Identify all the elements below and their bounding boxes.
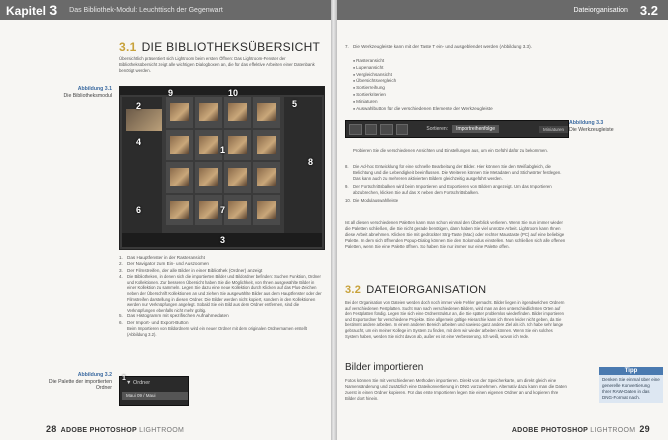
right-page <box>337 0 668 440</box>
bullet-item: ■ Auswahlbutton für die verschiedenen Elemente der Werkzeugleiste <box>353 106 563 113</box>
section-header-num: 3.2 <box>639 2 658 18</box>
items-8-10 <box>345 164 565 204</box>
thumbnails-dropdown[interactable]: Miniaturen <box>539 126 568 133</box>
paragraph-import: Fotos können Sie mit verschiedenen Methoden importieren. Direkt von der Speicherkarte, um direkt gleich eine Namensänderung und zusätzlich eine Dateikonvertierung in DNG vorzunehmen. Alternativ dazu kann man die Daten zuerst in einen Ordner kopieren. Für das erste Importieren legen Sie einen eigenen Ordner an und kopieren Ihre Bilder dort hinein. <box>345 378 567 401</box>
list-item: 5. Das Histogramm mit spezifischen Aufnahmedaten <box>119 313 229 319</box>
marker-6: 6 <box>136 205 142 215</box>
right-panel <box>284 97 322 239</box>
list-item: 4. Die Bibliotheken, in denen sich die importierten Bilder und Bildordner befinden: Suchen Funktion, Ordner und Kollektionen. Zur besseren Übersicht haben Sie die Möglichkeit, von Ihnen ausgewählte Bilder in einer Kollektion zu sammeln. Legen Sie dazu eine neue Kollektion durch Klicken auf das Plus-Zeichen neben der Überschrift Kollektionen an und ziehen Sie ausgewählte Bilder aus dem Hauptfenster oder der Filmstreifen darstellung in diesen Ordner. Die Bilder werden nicht kopiert, sondern in den Kollektionen werden nur Verknüpfungen angelegt. Sobald Sie ein Bild aus dem Ordner entfernen, sind die Verknüpfungen ebenfalls nicht mehr gültig. <box>119 274 322 313</box>
module-bar <box>120 87 324 95</box>
loupe-view-icon[interactable] <box>365 124 378 135</box>
left-page <box>0 0 331 440</box>
item-7: 7. Die Werkzeugleiste kann mit der Taste T ein- und ausgeblendet werden (Abbildung 3.3). <box>345 44 532 49</box>
marker-10: 10 <box>228 88 239 98</box>
figure-caption-3-2: Abbildung 3.2 Die Palette der importierten Ordner <box>48 372 112 391</box>
sort-label: Sortieren: <box>426 126 449 132</box>
list-item: 9. Der Fortschrittsbalken wird beim Importieren und Exportieren von Bildern angezeigt. Um das Importieren abzubrechen, klicken Sie auf das X neben dem Fortschrittsbalken. <box>345 184 552 195</box>
grid-view-icon[interactable] <box>349 124 362 135</box>
bullet-item: ■ Sortierkriterien <box>353 92 563 99</box>
tip-title: Tipp <box>599 367 663 375</box>
section-header-title: Dateiorganisation <box>573 6 628 14</box>
folder-panel <box>119 376 189 406</box>
paragraph-organisation: Bei der Organisation von Dateien werden doch noch immer viele Fehler gemacht. Bilder liegen in irgendwelchen Ordnern auf verschiedenen Festplatten. Sucht man nach verschiedenen Bildern, wird man an den unterschiedlichsten Orten auf den Festplatten fündig. Legen Sie sich eine Ordnerstruktur an, die Sie später problemlos wiederfinden. Bilder importieren und Exportordner für verschiedene Projekte. Eine allgemein gültige Hierarchie kann ich Ihnen leider nicht geben, da Sie bestimmt andere arbeiten. In einem anderen Bereich arbeiten und sowieso ganz andere Ziel als ich. Ich habe sehr lange gebraucht, um ein meiner Kollege im System zu finden, mit dem wir wieder arbeiten können. Wenn Sie ein solches System haben, werden Sie nicht davon ab, außer es ist eine Verbesserung. Ich weiß, wovon ich rede. <box>345 300 565 339</box>
bullet-item: ■ Rasteransicht <box>353 58 563 65</box>
marker-3: 3 <box>220 235 226 245</box>
sort-select[interactable]: Importreihenfolge <box>452 125 499 133</box>
subsection-heading: Bilder importieren <box>345 362 424 373</box>
paragraph-try: Probieren Sie die verschiedenen Ansichten und Einstellungen aus, um ein Gefühl dafür zu bekommen. <box>353 148 548 153</box>
list-item: 10. Die Modulauswahlleiste <box>345 198 399 203</box>
bullet-item: ■ Sortierreihung <box>353 85 563 92</box>
lightroom-screenshot <box>119 86 325 250</box>
toolbar-bullets <box>353 58 563 112</box>
navigator-preview <box>126 109 162 131</box>
bullet-item: ■ Vergleichsansicht <box>353 72 563 79</box>
chapter-header <box>0 0 331 20</box>
left-footer: 28 ADOBE PHOTOSHOP LIGHTROOM <box>46 424 185 434</box>
folder-panel-title: ▼ Ordner <box>126 380 151 386</box>
list-item: 1. Das Hauptfenster in der Rasteransicht <box>119 255 205 260</box>
tip-text: Denken Sie einmal über eine generelle Konvertierung Ihrer RAW-Daten in das DNG-Format nach. <box>599 375 663 403</box>
bullet-item: ■ Miniaturen <box>353 99 563 106</box>
marker-2: 2 <box>136 101 142 111</box>
left-panel <box>122 97 162 239</box>
marker-9: 9 <box>168 88 174 98</box>
marker-1: 1 <box>122 375 126 382</box>
survey-view-icon[interactable] <box>396 124 409 135</box>
bullet-item: ■ Lupenansicht <box>353 65 563 72</box>
toolbar-screenshot <box>345 120 569 138</box>
marker-7: 7 <box>220 205 226 215</box>
bullet-item: ■ Übersichtsvergleich <box>353 78 563 85</box>
list-item: Beim Importieren von Bildordnern wird ein neuer Ordner mit dem originalen Ordnernamen erstellt (Abbildung 3.2). <box>127 326 307 337</box>
chapter-subtitle: Das Bibliothek-Modul: Leuchttisch der Gegenwart <box>69 6 223 14</box>
chapter-label: Kapitel 3 <box>6 2 58 18</box>
section-header <box>337 0 668 20</box>
compare-view-icon[interactable] <box>380 124 393 135</box>
paragraph-palettes: Ist all diesen verschiedenen Paletten kann man schon einmal den Überblick verlieren. Wenn Sie nun immer wieder die Paletten schließen, die Sie nicht gerade benötigen, dann haben Sie viel unnütze Arbeit. Lightroom kann Ihnen diese Arbeit abnehmen. Klicken Sie mit gedrückter Strg-Taste (Mac) oder rechter Maustaste (PC) auf eine beliebige Palette. In dem sich öffnenden Popup-Dialog können Sie den Solomodus einstellen. Nun schließen sich alle offenen Paletten, wenn Sie eine Palette öffnen. So haben Sie nur immer nur eine Palette offen. <box>345 220 566 249</box>
section-heading-3-2: 3.2 DATEIORGANISATION <box>345 284 487 296</box>
marker-5: 5 <box>292 99 298 109</box>
marker-4: 4 <box>136 137 142 147</box>
marker-1: 1 <box>220 145 226 155</box>
feature-list <box>119 255 324 337</box>
folder-item[interactable]: Maui 09 / Maui <box>122 392 188 400</box>
figure-caption-3-3: Abbildung 3.3 Die Werkzeugleiste <box>569 120 614 133</box>
figure-caption-3-1: Abbildung 3.1 Die Bibliotheksmodul <box>63 86 112 99</box>
marker-8: 8 <box>308 157 314 167</box>
right-footer: ADOBE PHOTOSHOP LIGHTROOM 29 <box>511 424 650 434</box>
list-item: 6. Der Import- und Export-Button <box>119 319 189 325</box>
list-item: 3. Der Filmstreifen, der alle Bilder in einer Bibliothek (Ordner) anzeigt <box>119 267 263 273</box>
intro-paragraph: Übersichtlich präsentiert sich Lightroom beim ersten Öffnen: Das Lightroom-Fenster der Bibliotheksübersicht zeigt alle wichtigen Dialogboxen an, die für das effektive Arbeiten einer Datenbank benötigt werden. <box>119 56 315 73</box>
list-item: 2. Der Navigator zum Ein- und Auszoomen <box>119 261 209 267</box>
list-item: 8. Die Ad-hoc Entwicklung für eine schnelle Bearbeitung der Bilder. Hier können Sie den Weißabgleich, die Belichtung und die Lebendigkeit beeinflussen. Die Weiteren können Sie Metadaten und Stichwörter festlegen. Das kann auch zu mehreren aktivierten Bildern gleichzeitig ausgeführt werden. <box>345 164 562 181</box>
section-heading: 3.1 DIE BIBLIOTHEKSÜBERSICHT <box>119 40 321 54</box>
tip-box <box>599 367 663 403</box>
